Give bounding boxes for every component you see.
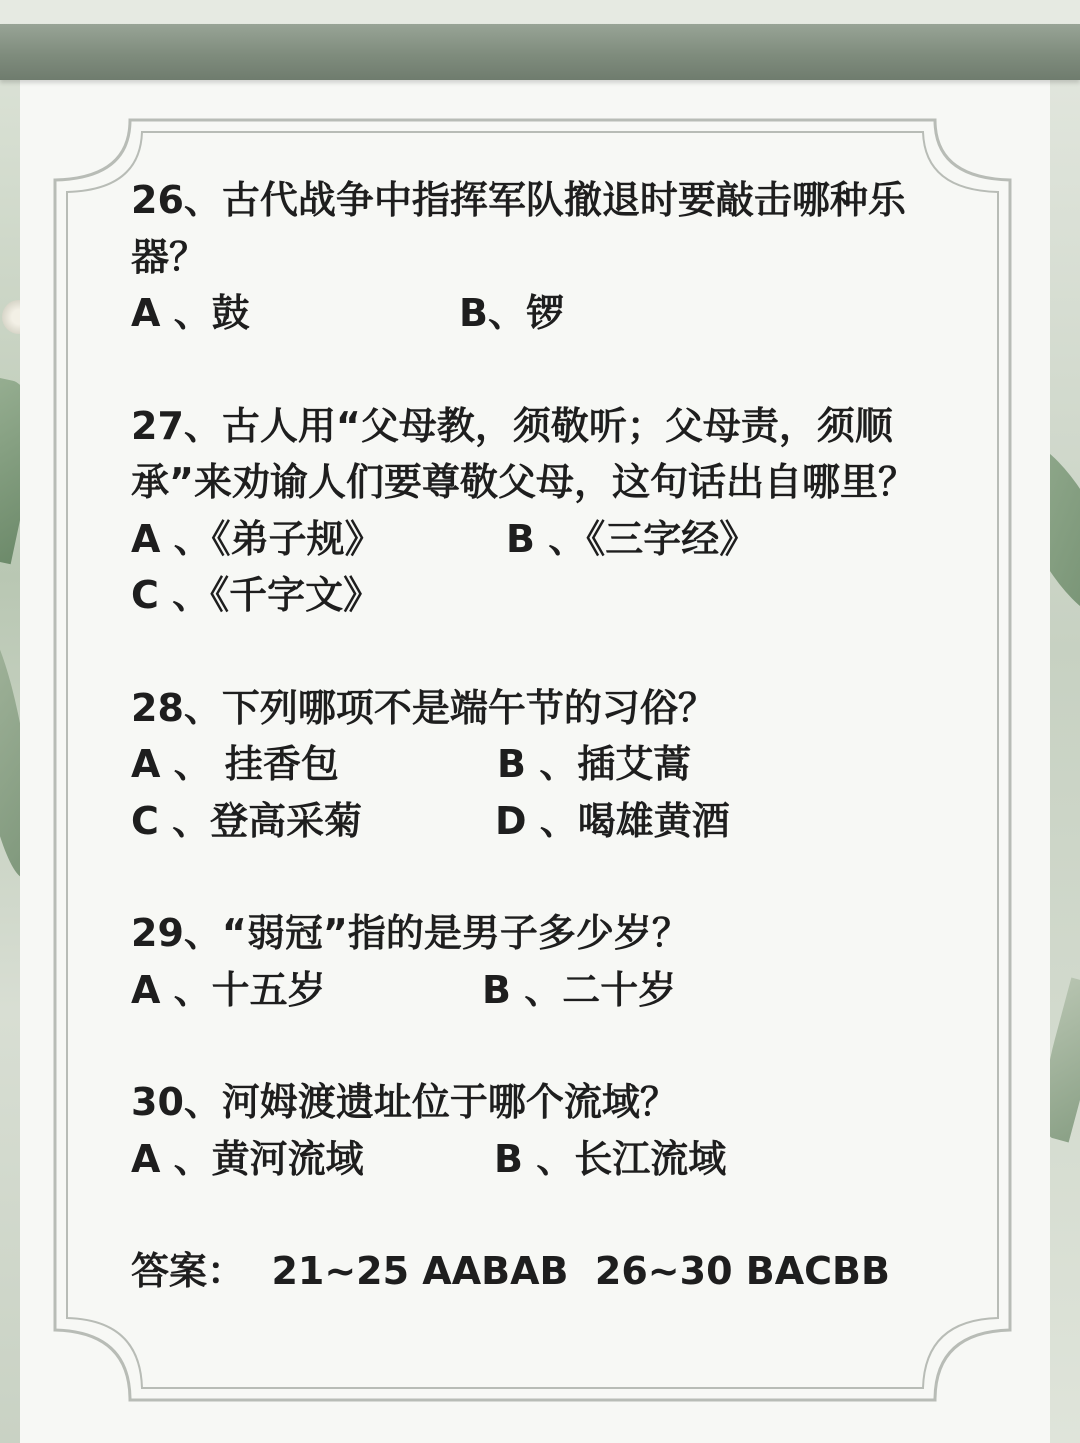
option-b: B、锣 [459, 291, 564, 335]
question-block [131, 398, 981, 624]
question-text: 28、下列哪项不是端午节的习俗？ [131, 685, 716, 730]
options-row [131, 567, 981, 624]
option-d: D 、喝雄黄酒 [495, 798, 730, 843]
question-text: 26、古代战争中指挥军队撤退时要敲击哪种乐器？ [131, 178, 906, 279]
options-row [131, 793, 981, 850]
option-b: B 、《三字经》 [506, 516, 758, 561]
question-text: 27、古人用“父母教，须敬听；父母责，须顺承”来劝谕人们要尊敬父母，这句话出自哪里？ [131, 403, 916, 504]
question-block [131, 1074, 981, 1187]
option-c: C 、登高采菊 [131, 798, 363, 843]
options-row [131, 511, 981, 568]
option-a: A 、 挂香包 [131, 742, 339, 786]
answer-key: 答案： 21~25 AABAB 26~30 BACBB [131, 1249, 890, 1293]
question-text: 29、“弱冠”指的是男子多少岁？ [131, 911, 690, 955]
option-a: A 、《弟子规》 [131, 516, 383, 561]
quiz-content [131, 172, 981, 1300]
option-c: C 、《千字文》 [131, 573, 382, 617]
question-block [131, 905, 981, 1018]
options-row [131, 736, 981, 793]
options-row [131, 962, 981, 1019]
options-row [131, 1131, 981, 1188]
option-b: B 、插艾蒿 [497, 742, 692, 786]
option-a: A 、黄河流域 [131, 1136, 364, 1181]
question-block [131, 172, 981, 342]
question-text: 30、河姆渡遗址位于哪个流域？ [131, 1080, 678, 1124]
question-block [131, 680, 981, 850]
option-b: B 、长江流域 [494, 1136, 727, 1181]
option-a: A 、十五岁 [131, 967, 326, 1012]
options-row [131, 285, 981, 342]
option-a: A 、鼓 [131, 291, 250, 335]
option-b: B 、二十岁 [482, 967, 677, 1012]
